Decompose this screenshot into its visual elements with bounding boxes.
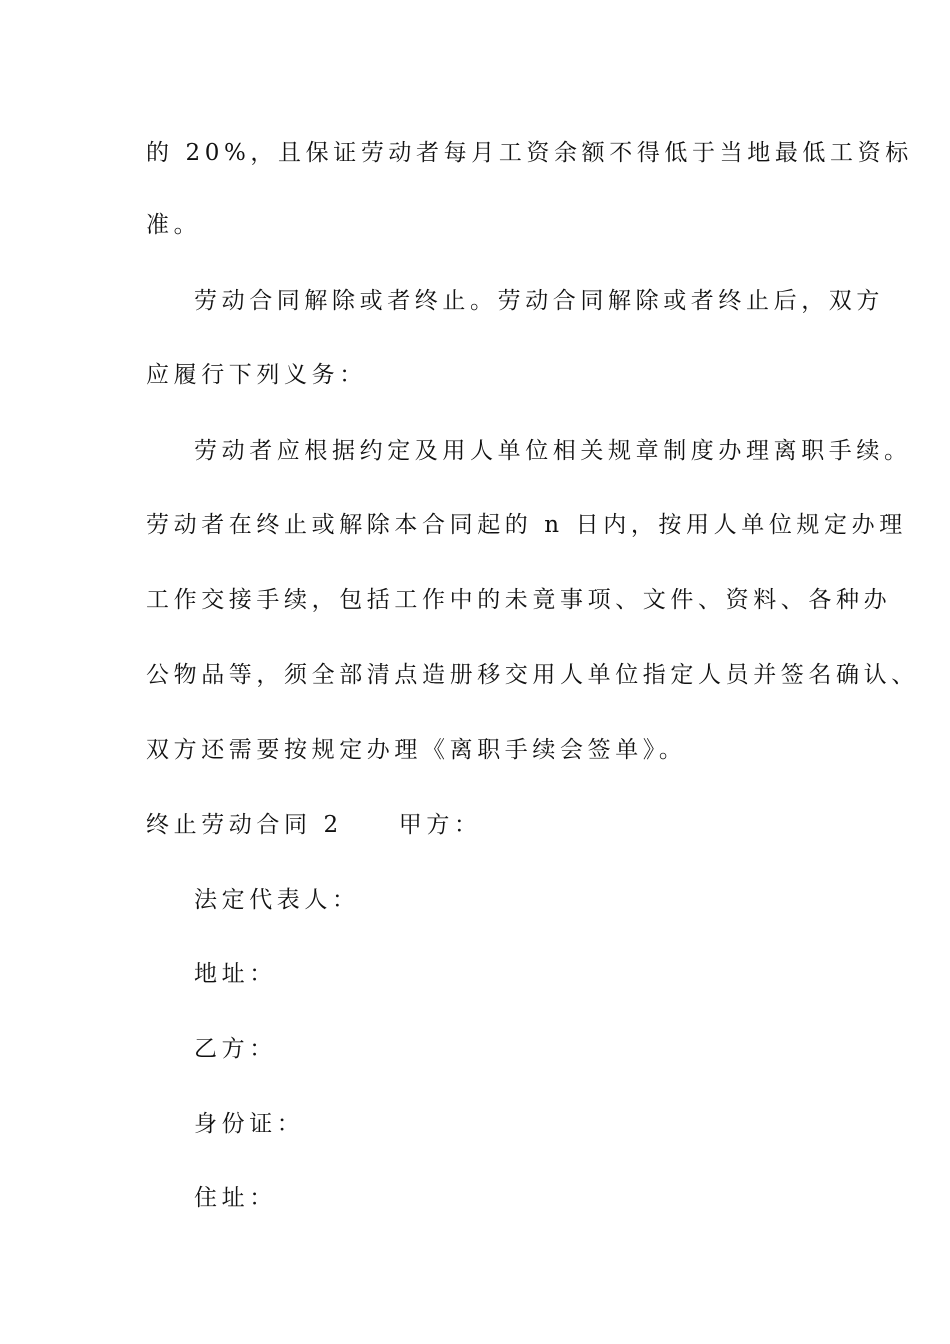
paragraph-line: 劳动者应根据约定及用人单位相关规章制度办理离职手续。: [194, 438, 912, 464]
paragraph-line: 工作交接手续，包括工作中的未竟事项、文件、资料、各种办: [146, 587, 892, 613]
contract-title: 终止劳动合同 2: [146, 812, 343, 838]
party-b-field: 乙方：: [194, 1036, 277, 1062]
contract-heading: [146, 810, 482, 840]
paragraph-line: 劳动合同解除或者终止。劳动合同解除或者终止后，双方: [194, 288, 884, 314]
paragraph-line: 公物品等，须全部清点造册移交用人单位指定人员并签名确认、: [146, 662, 919, 688]
paragraph-line: 应履行下列义务：: [146, 362, 367, 388]
paragraph-line: 准。: [146, 212, 202, 238]
party-a-label: 甲方：: [398, 812, 482, 838]
paragraph-line: 的 20%，且保证劳动者每月工资余额不得低于当地最低工资标: [146, 140, 913, 166]
residence-field: 住址：: [194, 1185, 277, 1211]
paragraph-line: 劳动者在终止或解除本合同起的 n 日内，按用人单位规定办理: [146, 512, 907, 538]
legal-representative-field: 法定代表人：: [194, 887, 360, 913]
paragraph-line: 双方还需要按规定办理《离职手续会签单》。: [146, 737, 687, 763]
address-field: 地址：: [194, 961, 277, 987]
id-card-field: 身份证：: [194, 1111, 305, 1137]
